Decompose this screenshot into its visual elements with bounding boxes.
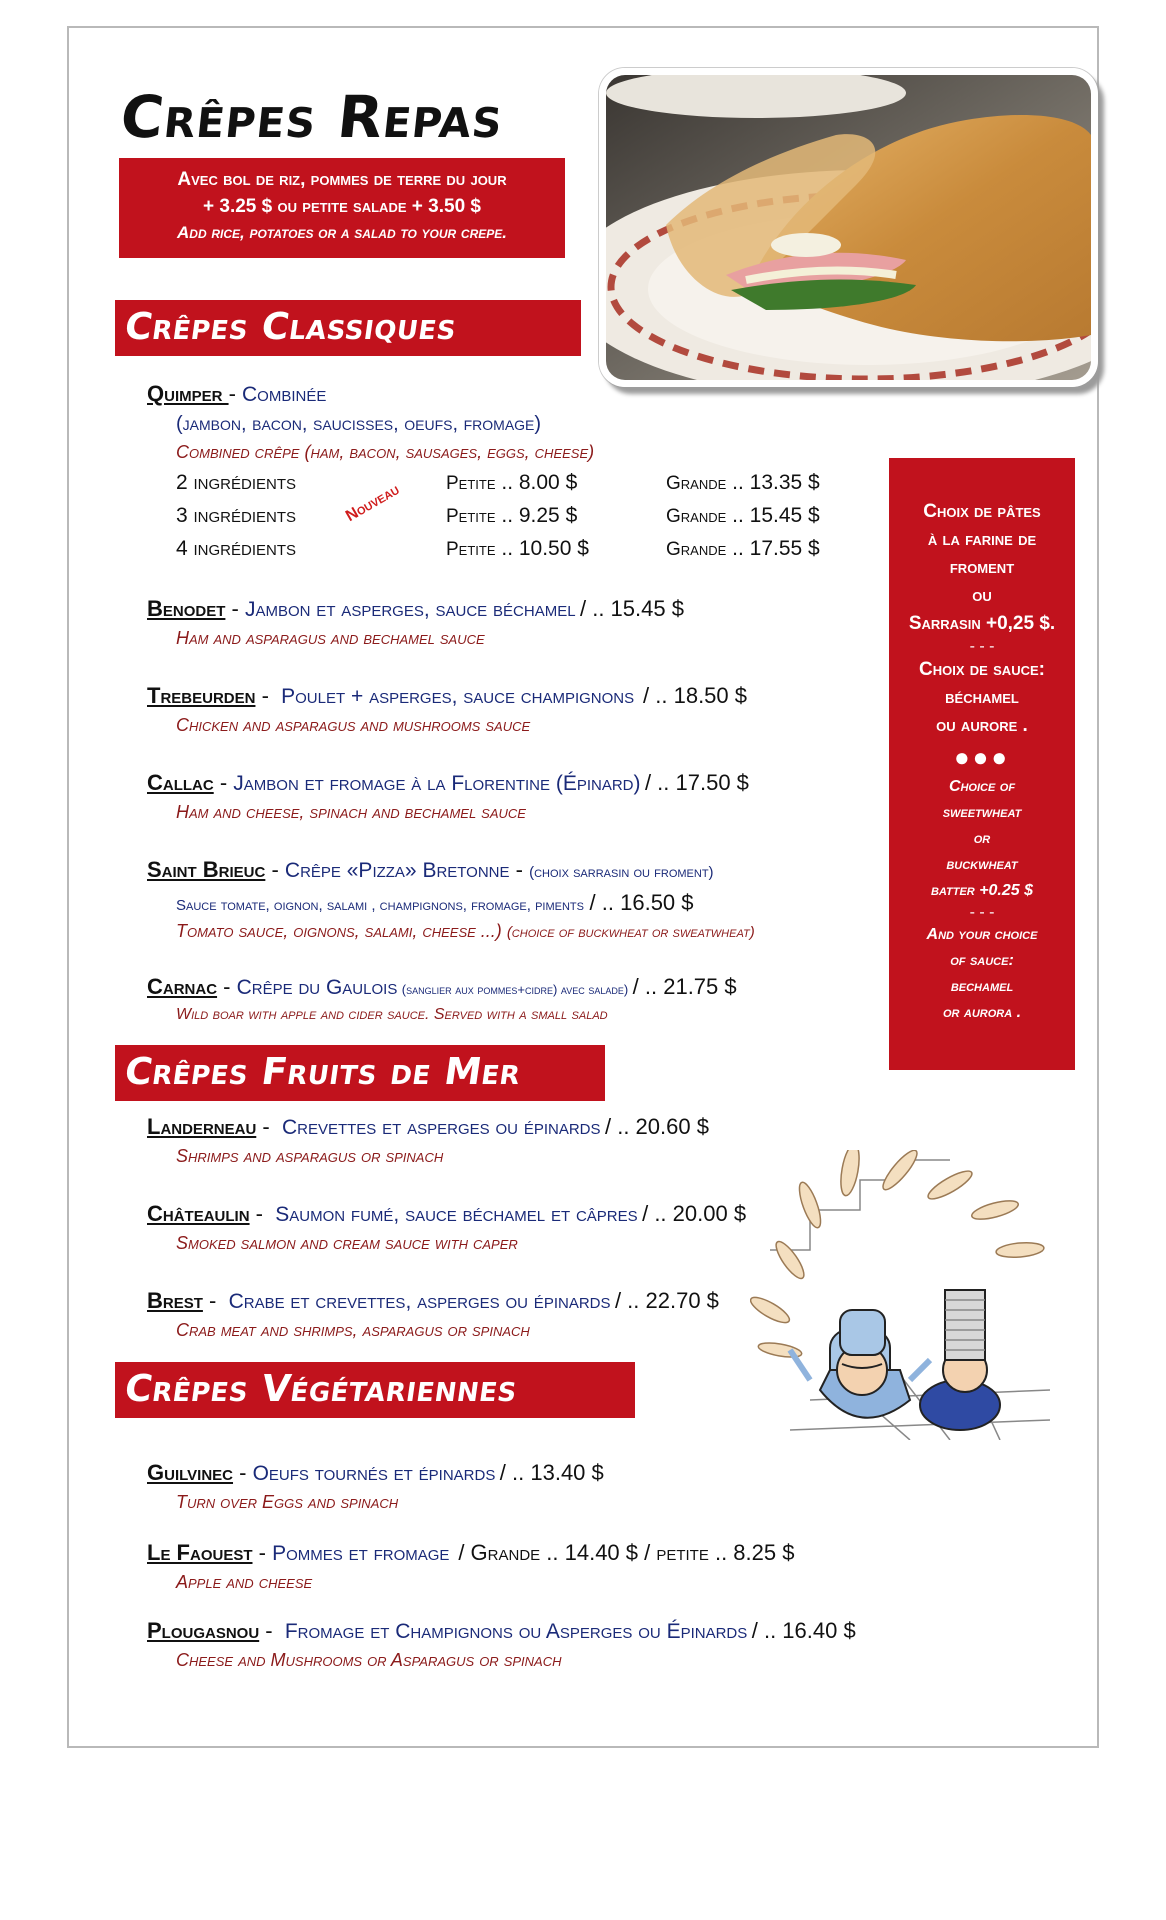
addon-box [119,158,565,258]
carnac-en: Wild boar with apple and cider sauce. Served with a small salad [176,1006,608,1023]
item-name: Callac [147,770,214,795]
guilvinec-en: Turn over Eggs and spinach [176,1492,399,1512]
crepe-photo-image [606,75,1091,380]
item-description: Crêpe «Pizza» Bretonne [284,859,510,882]
side-text-en: bechamel [950,978,1014,995]
le-faouest-en: Apple and cheese [176,1572,313,1592]
item-description: Combinée [242,383,327,406]
quimper-row-3-petite [446,504,577,528]
item-description: Fromage et Champignons ou Asperges ou Épinards [284,1620,748,1643]
section-fruits-de-mer-title: Crêpes Fruits de Mer [122,1050,524,1093]
side-text-en: Choice of [948,778,1016,795]
item-quimper: Quimper - Combinée [147,381,327,406]
item-price: / .. 13.40 $ [499,1460,604,1485]
item-price: / .. 17.50 $ [644,770,749,795]
benodet-en: Ham and asparagus and bechamel sauce [176,628,485,648]
side-text: ou aurore . [936,715,1028,736]
item-name: Benodet [147,596,226,621]
item-price: / Grande .. 14.40 $ / petite .. 8.25 $ [458,1540,795,1565]
item-plougasnou: Plougasnou - Fromage et Champignons ou Asperges ou Épinards / .. 16.40 $ [147,1618,856,1643]
item-landerneau: Landerneau - Crevettes et asperges ou épinards / .. 20.60 $ [147,1114,709,1139]
item-description: Saumon fumé, sauce béchamel et câpres [275,1203,638,1226]
item-name: Carnac [147,974,218,999]
item-name: Quimper [147,381,229,406]
side-text: Sarrasin +0,25 $. [908,613,1056,634]
side-text-en: or aurora . [942,1004,1022,1021]
item-name: Saint Brieuc [147,857,266,882]
quimper-row-4-petite [446,537,589,561]
row-label: 4 ingrédients [176,537,297,560]
chef-figure [790,1310,930,1418]
item-description-note: (sanglier aux pommes+cidre) avec salade) [401,982,629,997]
item-price: / .. 20.00 $ [642,1201,747,1226]
side-divider: - - - [969,904,995,921]
item-callac: Callac - Jambon et fromage à la Florentine (Épinard) / .. 17.50 $ [147,770,749,795]
item-price: / .. 16.40 $ [751,1618,856,1643]
size-label: Grande [666,506,727,527]
row-label: 3 ingrédients [176,504,297,527]
section-vegetariennes-title: Crêpes Végétariennes [122,1367,521,1410]
item-name: Plougasnou [147,1618,260,1643]
nouveau-badge: Nouveau [343,481,403,526]
plougasnou-en: Cheese and Mushrooms or Asparagus or spinach [176,1650,562,1670]
quimper-row-4 [176,537,296,561]
quimper-row-2-petite [446,471,577,495]
item-trebeurden: Trebeurden - Poulet + asperges, sauce champignons / .. 18.50 $ [147,683,747,708]
item-chateaulin: Châteaulin - Saumon fumé, sauce béchamel et câpres / .. 20.00 $ [147,1201,747,1226]
addon-line-1: Avec bol de riz, pommes de terre du jour [177,169,507,190]
item-name: Châteaulin [147,1201,250,1226]
crepe-photo [599,68,1098,387]
item-description-note: (choix sarrasin ou froment) [529,864,714,881]
trebeurden-en: Chicken and asparagus and mushrooms sauce [176,715,531,735]
page-title: Crêpes Repas [117,83,507,151]
side-divider: - - - [969,638,995,655]
second-chef-figure [920,1290,1000,1430]
item-carnac: Carnac - Crêpe du Gaulois (sanglier aux pommes+cidre) avec salade) / .. 21.75 $ [147,974,737,999]
item-price: / .. 16.50 $ [589,890,694,915]
side-text-en: sweetwheat [942,804,1022,821]
item-name: Landerneau [147,1114,257,1139]
item-guilvinec: Guilvinec - Oeufs tournés et épinards / .. 13.40 $ [147,1460,604,1485]
item-benodet: Benodet - Jambon et asperges, sauce béchamel / .. 15.45 $ [147,596,684,621]
saint-brieuc-line2 [176,890,694,916]
saint-brieuc-en [176,921,755,942]
side-dots: ●●● [953,742,1011,772]
side-text-en: or [973,830,991,847]
size-label: Grande [666,539,727,560]
batter-sauce-info-box [889,458,1075,1070]
section-classiques [115,300,581,356]
chef-juggling-illustration [750,1150,1070,1440]
item-price: / .. 18.50 $ [643,683,747,708]
size-label: Petite [446,539,496,560]
quimper-ingredients-en: Combined crêpe (ham, bacon, sausages, eggs, cheese) [176,442,595,462]
item-english-note: (choice of buckwheat or sweatwheat) [506,924,755,941]
quimper-row-2 [176,471,296,495]
side-text: béchamel [945,687,1019,708]
side-text: Choix de pâtes [923,501,1041,522]
item-description: Jambon et asperges, sauce béchamel [244,598,576,621]
side-text-en: buckwheat [946,856,1018,873]
quimper-row-2-grande [666,471,820,495]
flying-crepes [750,1150,1045,1360]
size-label: Petite [446,473,496,494]
addon-line-3: Add rice, potatoes or a salad to your crepe. [177,223,507,242]
addon-line-2: + 3.25 $ ou petite salade + 3.50 $ [203,196,481,217]
item-name: Trebeurden [147,683,256,708]
item-description: Poulet + asperges, sauce champignons [281,685,635,708]
section-vegetariennes [115,1362,635,1418]
item-price: / .. 20.60 $ [604,1114,709,1139]
quimper-row-4-grande [666,537,820,561]
side-text-en: of sauce: [950,952,1014,969]
quimper-row-3-grande [666,504,820,528]
item-name: Le Faouest [147,1540,253,1565]
price: .. 10.50 $ [501,537,589,560]
item-price: / .. 21.75 $ [632,974,737,999]
item-ingredients: Sauce tomate, oignon, salami , champignons, fromage, piments [176,897,584,914]
item-description: Crevettes et asperges ou épinards [281,1116,601,1139]
price: .. 8.00 $ [501,471,578,494]
price: .. 17.55 $ [732,537,820,560]
side-text-en: batter +0.25 $ [930,882,1034,899]
price: .. 9.25 $ [501,504,578,527]
size-label: Grande [666,473,727,494]
side-text: Choix de sauce: [919,659,1045,680]
landerneau-en: Shrimps and asparagus or spinach [176,1146,444,1166]
size-label: Petite [446,506,496,527]
item-description: Oeufs tournés et épinards [252,1462,496,1485]
quimper-ingredients-fr: (jambon, bacon, saucisses, oeufs, fromage) [176,413,542,435]
side-text: ou [972,585,992,606]
side-text: froment [949,557,1015,578]
quimper-row-3 [176,504,296,528]
price: .. 15.45 $ [732,504,820,527]
item-brest: Brest - Crabe et crevettes, asperges ou épinards / .. 22.70 $ [147,1288,719,1313]
item-name: Guilvinec [147,1460,234,1485]
brest-en: Crab meat and shrimps, asparagus or spinach [176,1320,530,1340]
item-description: Crêpe du Gaulois [236,976,398,999]
callac-en: Ham and cheese, spinach and bechamel sauce [176,802,526,822]
menu-page [67,26,1099,1748]
item-name: Brest [147,1288,203,1313]
side-text: à la farine de [927,529,1037,550]
chateaulin-en: Smoked salmon and cream sauce with caper [176,1233,518,1253]
item-english: Tomato sauce, oignons, salami, cheese ...) [176,921,502,941]
item-saint-brieuc: Saint Brieuc - Crêpe «Pizza» Bretonne - (choix sarrasin ou froment) [147,857,714,882]
item-le-faouest: Le Faouest - Pommes et fromage / Grande .. 14.40 $ / petite .. 8.25 $ [147,1540,795,1565]
item-description: Pommes et fromage [272,1542,450,1565]
item-description: Crabe et crevettes, asperges ou épinards [228,1290,611,1313]
side-text-en: And your choice [926,926,1038,943]
row-label: 2 ingrédients [176,471,297,494]
section-fruits-de-mer [115,1045,605,1101]
item-description: Jambon et fromage à la Florentine (Épinard) [233,772,641,795]
item-price: / .. 15.45 $ [580,596,684,621]
price: .. 13.35 $ [732,471,820,494]
section-classiques-title: Crêpes Classiques [122,305,460,348]
item-price: / .. 22.70 $ [614,1288,719,1313]
